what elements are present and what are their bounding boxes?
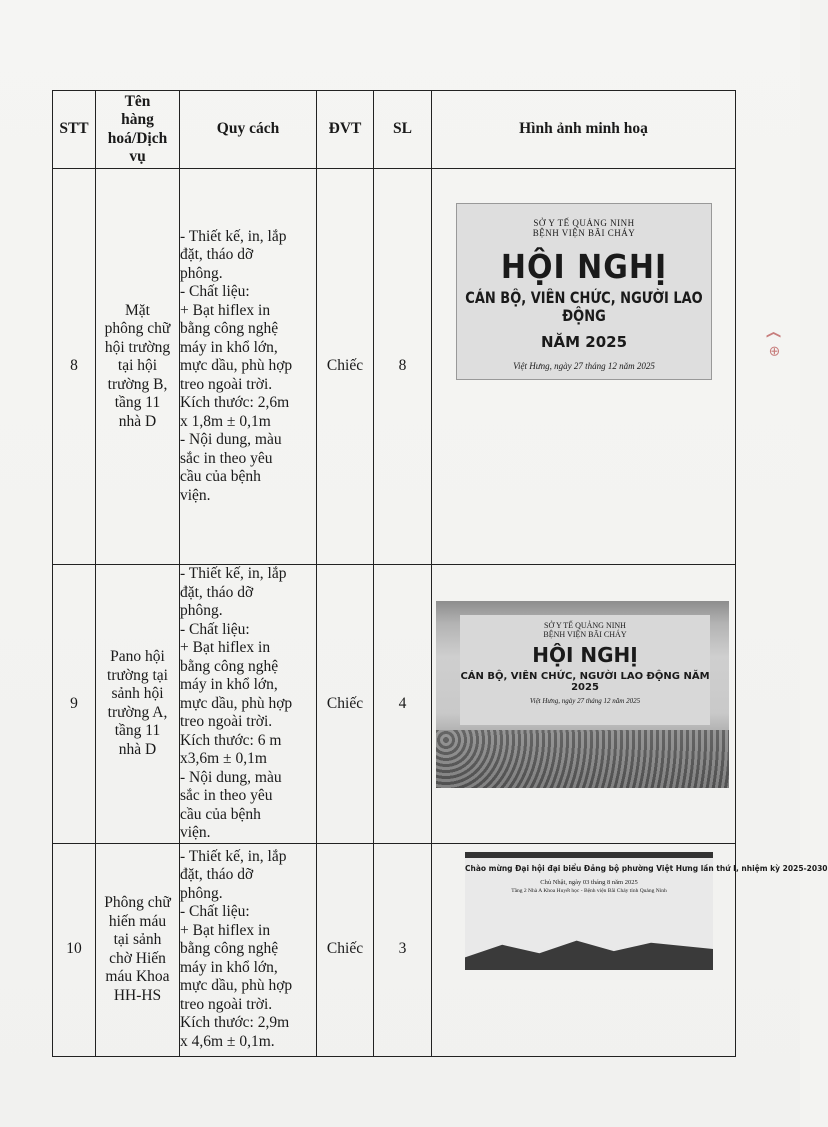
header-image: Hình ảnh minh hoạ bbox=[432, 91, 736, 169]
row-sl: 3 bbox=[374, 843, 432, 1056]
row-stt: 8 bbox=[53, 169, 96, 565]
row-stt: 10 bbox=[53, 843, 96, 1056]
illustration-image-1: SỞ Y TẾ QUẢNG NINH BỆNH VIỆN BÃI CHÁY HỘI NGHỊ CÁN BỘ, VIÊN CHỨC, NGƯỜI LAO ĐỘNG NĂM 2025 Việt Hưng, ngày 27 tháng 12 năm 2025 bbox=[456, 203, 712, 380]
wave-decoration bbox=[465, 928, 713, 970]
row-sl: 4 bbox=[374, 565, 432, 844]
row-spec: - Thiết kế, in, lắp đặt, tháo dỡ phông. - Chất liệu: + Bạt hiflex in bằng công nghệ máy in khổ lớn, mực dầu, phù hợp treo ngoài trời. Kích thước: 6 m x3,6m ± 0,1m - Nội dung, màu sắc in theo yêu cầu của bệnh viện. bbox=[180, 565, 317, 844]
row-name: Pano hội trường tại sảnh hội trường A, tầng 11 nhà D bbox=[96, 565, 180, 844]
header-sl: SL bbox=[374, 91, 432, 169]
flower-decoration bbox=[436, 730, 729, 788]
header-stt: STT bbox=[53, 91, 96, 169]
row-stt: 9 bbox=[53, 565, 96, 844]
row-sl: 8 bbox=[374, 169, 432, 565]
header-row bbox=[53, 91, 736, 169]
row-name: Mặt phông chữ hội trường tại hội trường B, tầng 11 nhà D bbox=[96, 169, 180, 565]
row-name: Phông chữ hiến máu tại sảnh chờ Hiến máu Khoa HH-HS bbox=[96, 843, 180, 1056]
illustration-image-3: Chào mừng Đại hội đại biểu Đảng bộ phường Việt Hưng lần thứ I, nhiệm kỳ 2025-2030 Chủ Nhật, ngày 03 tháng 8 năm 2025 Tầng 2 Nhà A Khoa Huyết học - Bệnh viện Bãi Cháy tỉnh Quảng Ninh bbox=[465, 852, 713, 970]
row-dvt: Chiếc bbox=[317, 843, 374, 1056]
row-dvt: Chiếc bbox=[317, 565, 374, 844]
row-spec: - Thiết kế, in, lắp đặt, tháo dỡ phông. - Chất liệu: + Bạt hiflex in bằng công nghệ máy in khổ lớn, mực dầu, phù hợp treo ngoài trời. Kích thước: 2,6m x 1,8m ± 0,1m - Nội dung, màu sắc in theo yêu cầu của bệnh viện. bbox=[180, 169, 317, 565]
banner-panel: SỞ Y TẾ QUẢNG NINH BỆNH VIỆN BÃI CHÁY HỘI NGHỊ CÁN BỘ, VIÊN CHỨC, NGƯỜI LAO ĐỘNG NĂM 2025 Việt Hưng, ngày 27 tháng 12 năm 2025 bbox=[460, 615, 710, 725]
header-spec: Quy cách bbox=[180, 91, 317, 169]
row-dvt: Chiếc bbox=[317, 169, 374, 565]
header-dvt: ĐVT bbox=[317, 91, 374, 169]
stamp-icon: ❬ ⊕ bbox=[765, 329, 782, 357]
illustration-image-2 bbox=[436, 601, 729, 788]
header-name: Tên hàng hoá/Dịch vụ bbox=[96, 91, 180, 169]
row-spec: - Thiết kế, in, lắp đặt, tháo dỡ phông. - Chất liệu: + Bạt hiflex in bằng công nghệ máy in khổ lớn, mực dầu, phù hợp treo ngoài trời. Kích thước: 2,9m x 4,6m ± 0,1m. bbox=[180, 843, 317, 1056]
